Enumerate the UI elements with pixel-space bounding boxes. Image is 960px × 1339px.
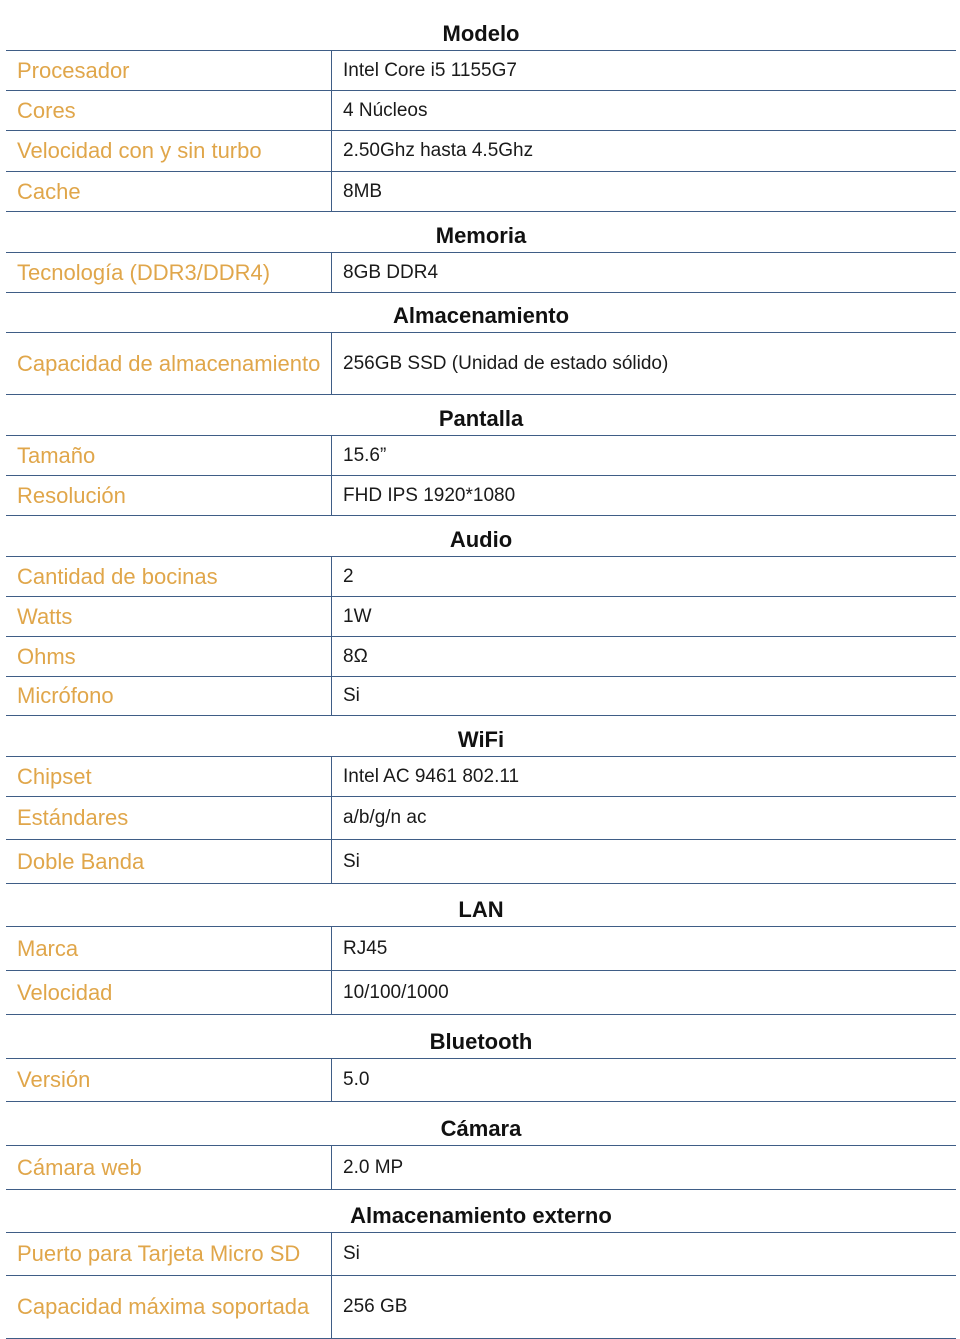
spec-label: Cores bbox=[6, 91, 332, 130]
section-header: Audio bbox=[6, 516, 956, 557]
section-header: LAN bbox=[6, 884, 956, 927]
spec-row bbox=[6, 1059, 956, 1102]
section-header: Pantalla bbox=[6, 395, 956, 436]
spec-row bbox=[6, 971, 956, 1015]
spec-row bbox=[6, 797, 956, 840]
spec-row bbox=[6, 597, 956, 637]
spec-label: Ohms bbox=[6, 637, 332, 676]
spec-label: Versión bbox=[6, 1059, 332, 1101]
section-header: Almacenamiento bbox=[6, 293, 956, 333]
spec-value: 8MB bbox=[343, 180, 383, 202]
spec-label: Doble Banda bbox=[6, 840, 332, 883]
spec-row bbox=[6, 333, 956, 395]
spec-value: Si bbox=[343, 1243, 360, 1264]
spec-value: 2.50Ghz hasta 4.5Ghz bbox=[343, 140, 534, 161]
section-header: Memoria bbox=[6, 212, 956, 253]
spec-row bbox=[6, 476, 956, 516]
spec-row bbox=[6, 840, 956, 884]
spec-row bbox=[6, 757, 956, 797]
spec-table bbox=[6, 12, 956, 1339]
spec-row bbox=[6, 677, 956, 716]
spec-label: Chipset bbox=[6, 757, 332, 796]
spec-label: Watts bbox=[6, 597, 332, 636]
spec-value: 8Ω bbox=[343, 645, 368, 667]
spec-value: 15.6” bbox=[343, 444, 387, 466]
section-header: WiFi bbox=[6, 716, 956, 757]
spec-label: Puerto para Tarjeta Micro SD bbox=[6, 1233, 332, 1275]
spec-value: 2.0 MP bbox=[343, 1156, 404, 1178]
spec-value: 10/100/1000 bbox=[343, 981, 449, 1003]
spec-row bbox=[6, 131, 956, 172]
spec-value: 8GB DDR4 bbox=[343, 261, 439, 283]
section-header: Bluetooth bbox=[6, 1015, 956, 1059]
spec-value: 256 GB bbox=[343, 1296, 408, 1317]
spec-row bbox=[6, 1146, 956, 1190]
spec-row bbox=[6, 436, 956, 476]
spec-value: a/b/g/n ac bbox=[343, 807, 427, 828]
spec-value: Si bbox=[343, 685, 360, 706]
spec-label: Marca bbox=[6, 927, 332, 970]
spec-label: Velocidad con y sin turbo bbox=[6, 131, 332, 171]
spec-value: RJ45 bbox=[343, 937, 388, 959]
spec-row bbox=[6, 51, 956, 91]
spec-row bbox=[6, 253, 956, 293]
spec-label: Cache bbox=[6, 172, 332, 211]
spec-label: Resolución bbox=[6, 476, 332, 515]
spec-value: 4 Núcleos bbox=[343, 99, 428, 121]
spec-label: Cantidad de bocinas bbox=[6, 557, 332, 596]
spec-value: 5.0 bbox=[343, 1069, 370, 1090]
spec-label: Estándares bbox=[6, 797, 332, 839]
spec-value: Intel AC 9461 802.11 bbox=[343, 765, 520, 787]
spec-value: Si bbox=[343, 850, 360, 872]
spec-row bbox=[6, 91, 956, 131]
spec-row bbox=[6, 1233, 956, 1276]
spec-label: Micrófono bbox=[6, 677, 332, 715]
spec-value: FHD IPS 1920*1080 bbox=[343, 484, 516, 506]
section-header: Almacenamiento externo bbox=[6, 1190, 956, 1233]
spec-label: Capacidad de almacenamiento bbox=[6, 333, 332, 394]
spec-value: 1W bbox=[343, 605, 372, 627]
spec-row bbox=[6, 557, 956, 597]
spec-label: Procesador bbox=[6, 51, 332, 90]
spec-value: Intel Core i5 1155G7 bbox=[343, 59, 517, 81]
section-header: Modelo bbox=[6, 12, 956, 51]
spec-row bbox=[6, 637, 956, 677]
spec-label: Velocidad bbox=[6, 971, 332, 1014]
spec-value: 256GB SSD (Unidad de estado sólido) bbox=[343, 352, 669, 374]
spec-label: Tamaño bbox=[6, 436, 332, 475]
spec-label: Capacidad máxima soportada bbox=[6, 1276, 332, 1338]
section-header: Cámara bbox=[6, 1102, 956, 1146]
spec-row bbox=[6, 172, 956, 212]
spec-row bbox=[6, 1276, 956, 1339]
spec-row bbox=[6, 927, 956, 971]
spec-label: Cámara web bbox=[6, 1146, 332, 1189]
spec-value: 2 bbox=[343, 565, 354, 587]
spec-label: Tecnología (DDR3/DDR4) bbox=[6, 253, 332, 292]
